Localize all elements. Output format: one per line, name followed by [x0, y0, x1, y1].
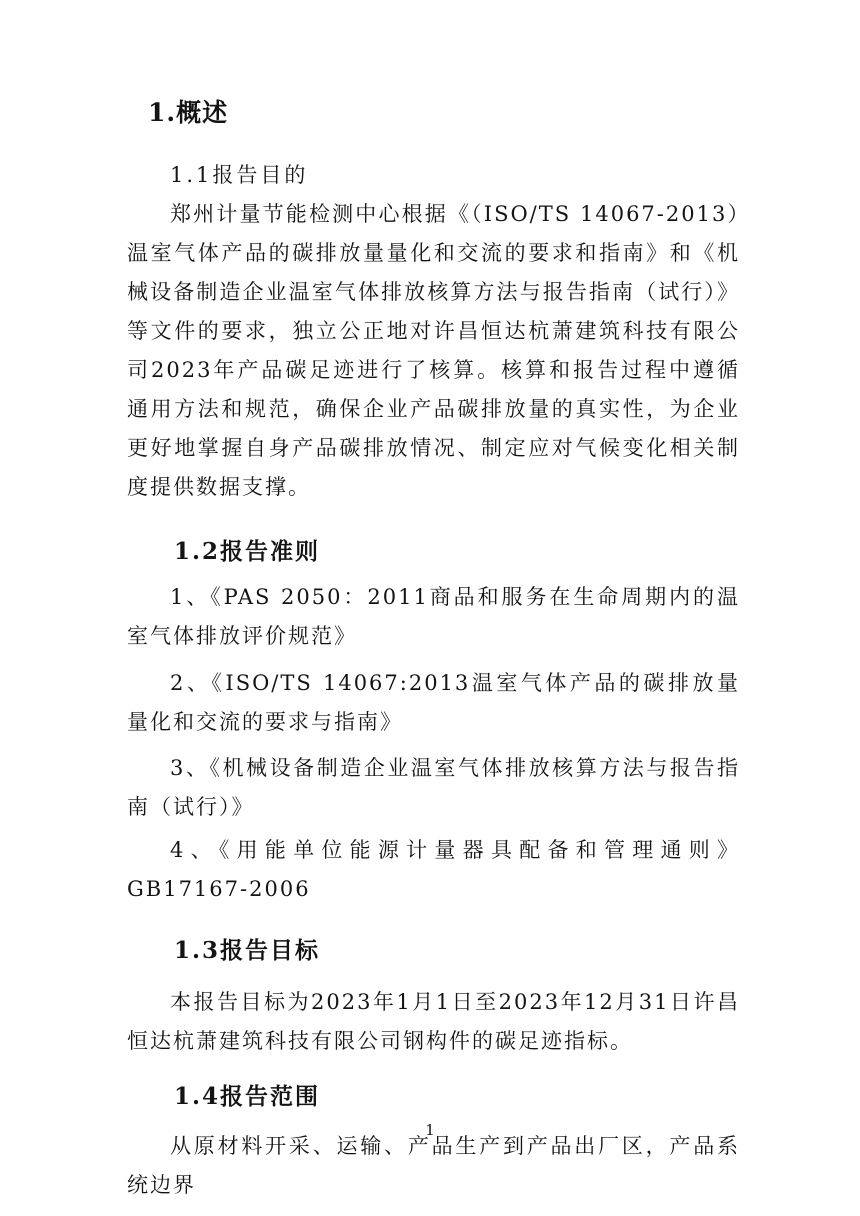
- criteria-item-4: 4、《用能单位能源计量器具配备和管理通则》GB17167-2006: [127, 838, 740, 901]
- paragraph-report-scope: 从原材料开采、运输、产品生产到产品出厂区，产品系统边界: [127, 1134, 740, 1197]
- criteria-item-3: 3、《机械设备制造企业温室气体排放核算方法与报告指南（试行）》: [127, 756, 740, 819]
- text-column: [127, 96, 740, 1205]
- paragraph-report-purpose: 郑州计量节能检测中心根据《（ISO/TS 14067-2013）温室气体产品的碳排放量量化和交流的要求和指南》和《机械设备制造企业温室气体排放核算方法与报告指南（试行）》等文件的要求，独立公正地对许昌恒达杭萧建筑科技有限公司2023年产品碳足迹进行了核算。核算和报告过程中遵循通用方法和规范，确保企业产品碳排放量的真实性，为企业更好地掌握自身产品碳排放情况、制定应对气候变化相关制度提供数据支撑。: [127, 202, 740, 499]
- heading-report-scope: 1.4报告范围: [174, 1083, 321, 1110]
- heading-report-goal: 1.3报告目标: [174, 937, 321, 964]
- heading-overview: 1.概述: [148, 98, 229, 127]
- criteria-item-2: 2、《ISO/TS 14067:2013温室气体产品的碳排放量量化和交流的要求与指南》: [127, 671, 740, 734]
- subheading-report-purpose: 1.1报告目的: [170, 163, 309, 187]
- heading-report-criteria: 1.2报告准则: [174, 538, 321, 565]
- criteria-item-1: 1、《PAS 2050：2011商品和服务在生命周期内的温室气体排放评价规范》: [127, 585, 740, 648]
- page-number: 1: [425, 1121, 435, 1139]
- paragraph-report-goal: 本报告目标为2023年1月1日至2023年12月31日许昌恒达杭萧建筑科技有限公司钢构件的碳足迹指标。: [127, 990, 740, 1053]
